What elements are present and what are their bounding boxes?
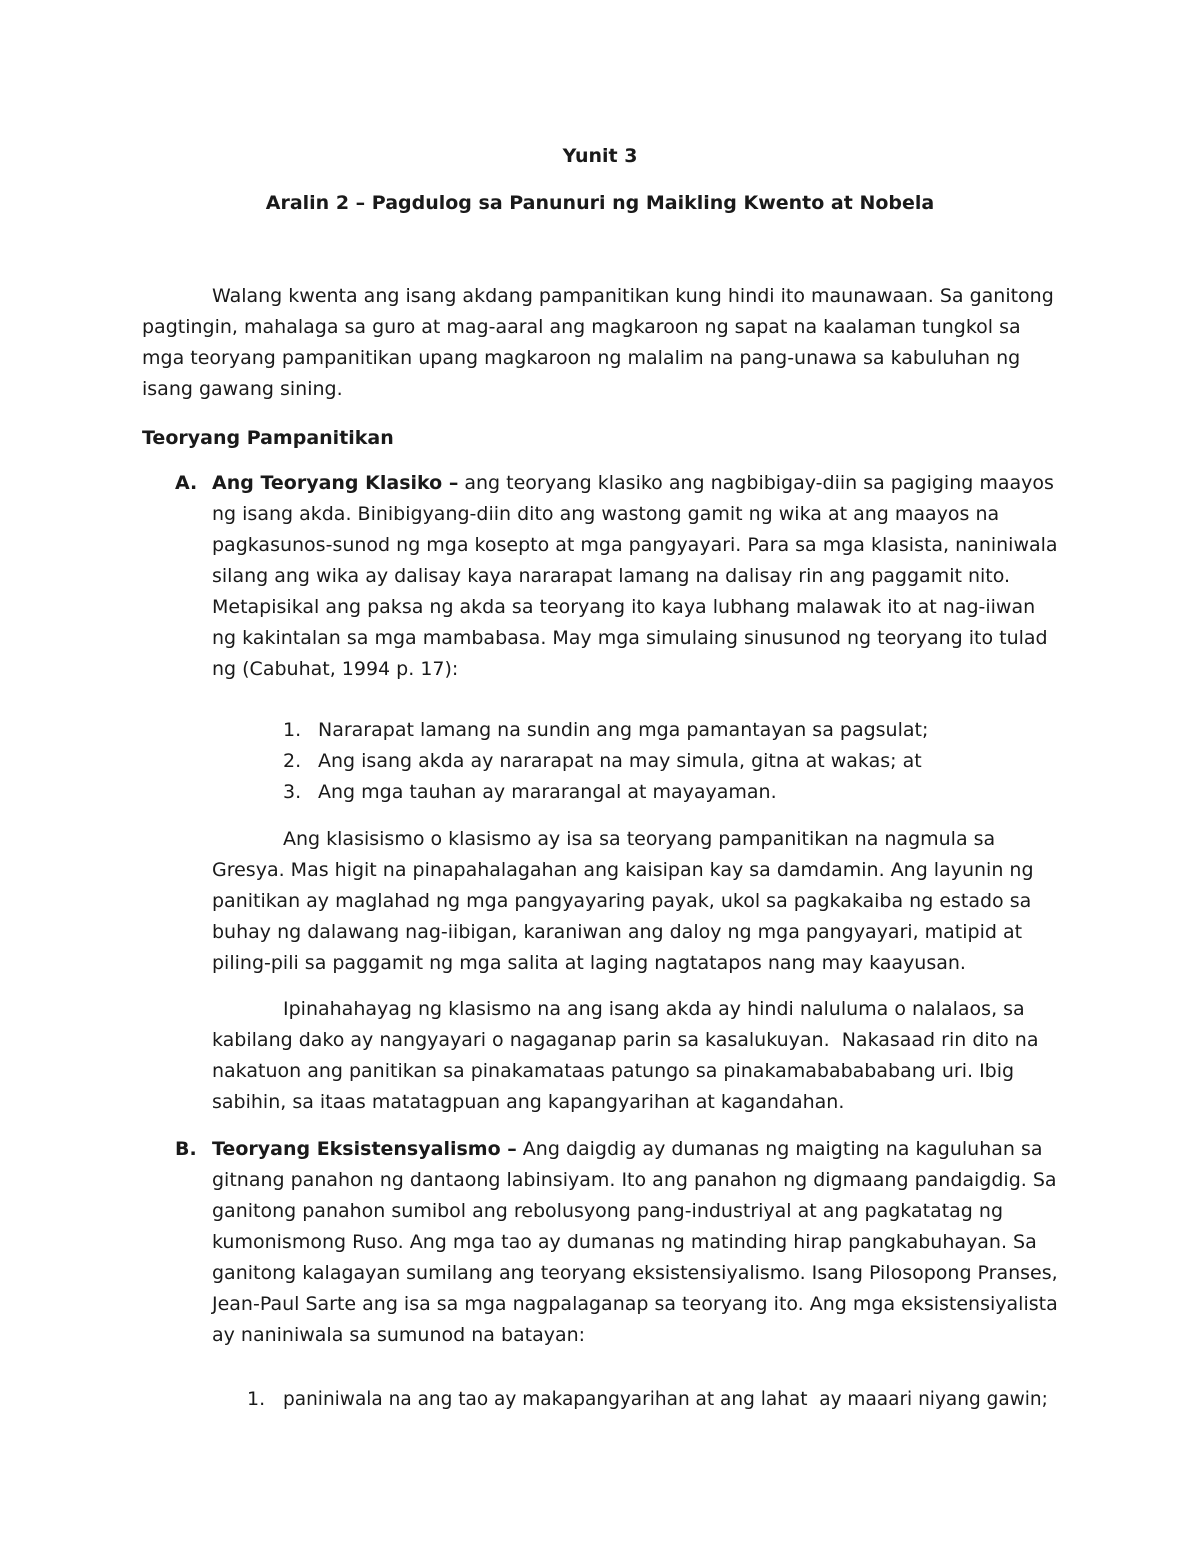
intro-line: pagtingin, mahalaga sa guro at mag-aaral ang magkaroon ng sapat na kaalaman tungkol sa <box>142 316 1021 338</box>
section-a-line: pagkasunos-sunod ng mga kosepto at mga pangyayari. Para sa mga klasista, naniniwala <box>212 534 1058 556</box>
list-item-number: 1. <box>247 1388 266 1410</box>
section-b-line: kumonismong Ruso. Ang mga tao ay dumanas ng matinding hirap pangkabuhayan. Sa <box>212 1231 1037 1253</box>
list-item: paniniwala na ang tao ay makapangyarihan at ang lahat ay maaari niyang gawin; <box>283 1389 1048 1410</box>
section-a-para3-line: kabilang dako ay nangyayari o nagaganap parin sa kasalukuyan. Nakasaad rin dito na <box>212 1029 1039 1051</box>
list-item: Ang isang akda ay nararapat na may simula, gitna at wakas; at <box>318 750 922 772</box>
lesson-title: Aralin 2 – Pagdulog sa Panunuri ng Maikling Kwento at Nobela <box>265 192 935 214</box>
list-item-number: 3. <box>283 781 302 803</box>
section-a-para2-line: piling-pili sa paggamit ng mga salita at laging nagtatapos nang may kaayusan. <box>212 952 966 974</box>
section-a-first-line <box>212 468 1054 499</box>
section-a-line: silang ang wika ay dalisay kaya nararapat lamang na dalisay rin ang paggamit nito. <box>212 565 1011 587</box>
section-a-para3-line: Ipinahahayag ng klasismo na ang isang akda ay hindi naluluma o nalalaos, sa <box>283 998 1025 1020</box>
section-a-first-line-rest: ang teoryang klasiko ang nagbibigay-diin sa pagiging maayos <box>458 472 1054 494</box>
intro-line: Walang kwenta ang isang akdang pampanitikan kung hindi ito maunawaan. Sa ganitong <box>212 285 1054 307</box>
list-item: Nararapat lamang na sundin ang mga pamantayan sa pagsulat; <box>318 719 929 741</box>
intro-line: mga teoryang pampanitikan upang magkaroon ng malalim na pang-unawa sa kabuluhan ng <box>142 347 1021 369</box>
section-a-para2-line: panitikan ay maglahad ng mga pangyayaring payak, ukol sa pagkakaiba ng estado sa <box>212 890 1032 912</box>
section-a-letter: A. <box>175 472 198 494</box>
section-a-line: Metapisikal ang paksa ng akda sa teoryang ito kaya lubhang malawak ito at nag-iiwan <box>212 596 1036 618</box>
section-b-line: Jean-Paul Sarte ang isa sa mga nagpalaganap sa teoryang ito. Ang mga eksistensiyalista <box>212 1293 1058 1315</box>
section-a-line: ng (Cabuhat, 1994 p. 17): <box>212 658 459 680</box>
list-item-number: 2. <box>283 750 302 772</box>
section-a-line: ng isang akda. Binibigyang-diin dito ang wastong gamit ng wika at ang maayos na <box>212 503 1000 525</box>
section-a-para3-line: sabihin, sa itaas matatagpuan ang kapangyarihan at kagandahan. <box>212 1091 845 1113</box>
section-heading: Teoryang Pampanitikan <box>142 427 394 449</box>
unit-title: Yunit 3 <box>562 145 638 167</box>
intro-line: isang gawang sining. <box>142 378 343 400</box>
section-b-line: gitnang panahon ng dantaong labinsiyam. Ito ang panahon ng digmaang pandaigdig. Sa <box>212 1169 1057 1191</box>
section-a-para2-line: Gresya. Mas higit na pinapahalagahan ang kaisipan kay sa damdamin. Ang layunin ng <box>212 859 1034 881</box>
list-item: Ang mga tauhan ay mararangal at mayayaman. <box>318 781 777 803</box>
section-a-line: ng kakintalan sa mga mambabasa. May mga simulaing sinusunod ng teoryang ito tulad <box>212 627 1048 649</box>
section-b-first-line-rest: Ang daigdig ay dumanas ng maigting na kaguluhan sa <box>516 1138 1043 1160</box>
list-item-number: 1. <box>283 719 302 741</box>
section-b-term: Teoryang Eksistensyalismo – <box>212 1138 517 1160</box>
section-a-para2-line: buhay ng dalawang nag-iibigan, karaniwan ang daloy ng mga pangyayari, matipid at <box>212 921 1023 943</box>
section-a-para2-line: Ang klasisismo o klasismo ay isa sa teoryang pampanitikan na nagmula sa <box>283 828 996 850</box>
section-b-line: ganitong panahon sumibol ang rebolusyong pang-industriyal at ang pagkatatag ng <box>212 1200 1004 1222</box>
section-b-line: ay naniniwala sa sumunod na batayan: <box>212 1324 586 1346</box>
section-b-line: ganitong kalagayan sumilang ang teoryang eksistensiyalismo. Isang Pilosopong Pranses, <box>212 1262 1058 1284</box>
section-b-first-line <box>212 1134 1043 1165</box>
section-a-para3-line: nakatuon ang panitikan sa pinakamataas patungo sa pinakamababababang uri. Ibig <box>212 1060 1015 1082</box>
section-a-term: Ang Teoryang Klasiko – <box>212 472 459 494</box>
section-b-letter: B. <box>175 1138 197 1160</box>
